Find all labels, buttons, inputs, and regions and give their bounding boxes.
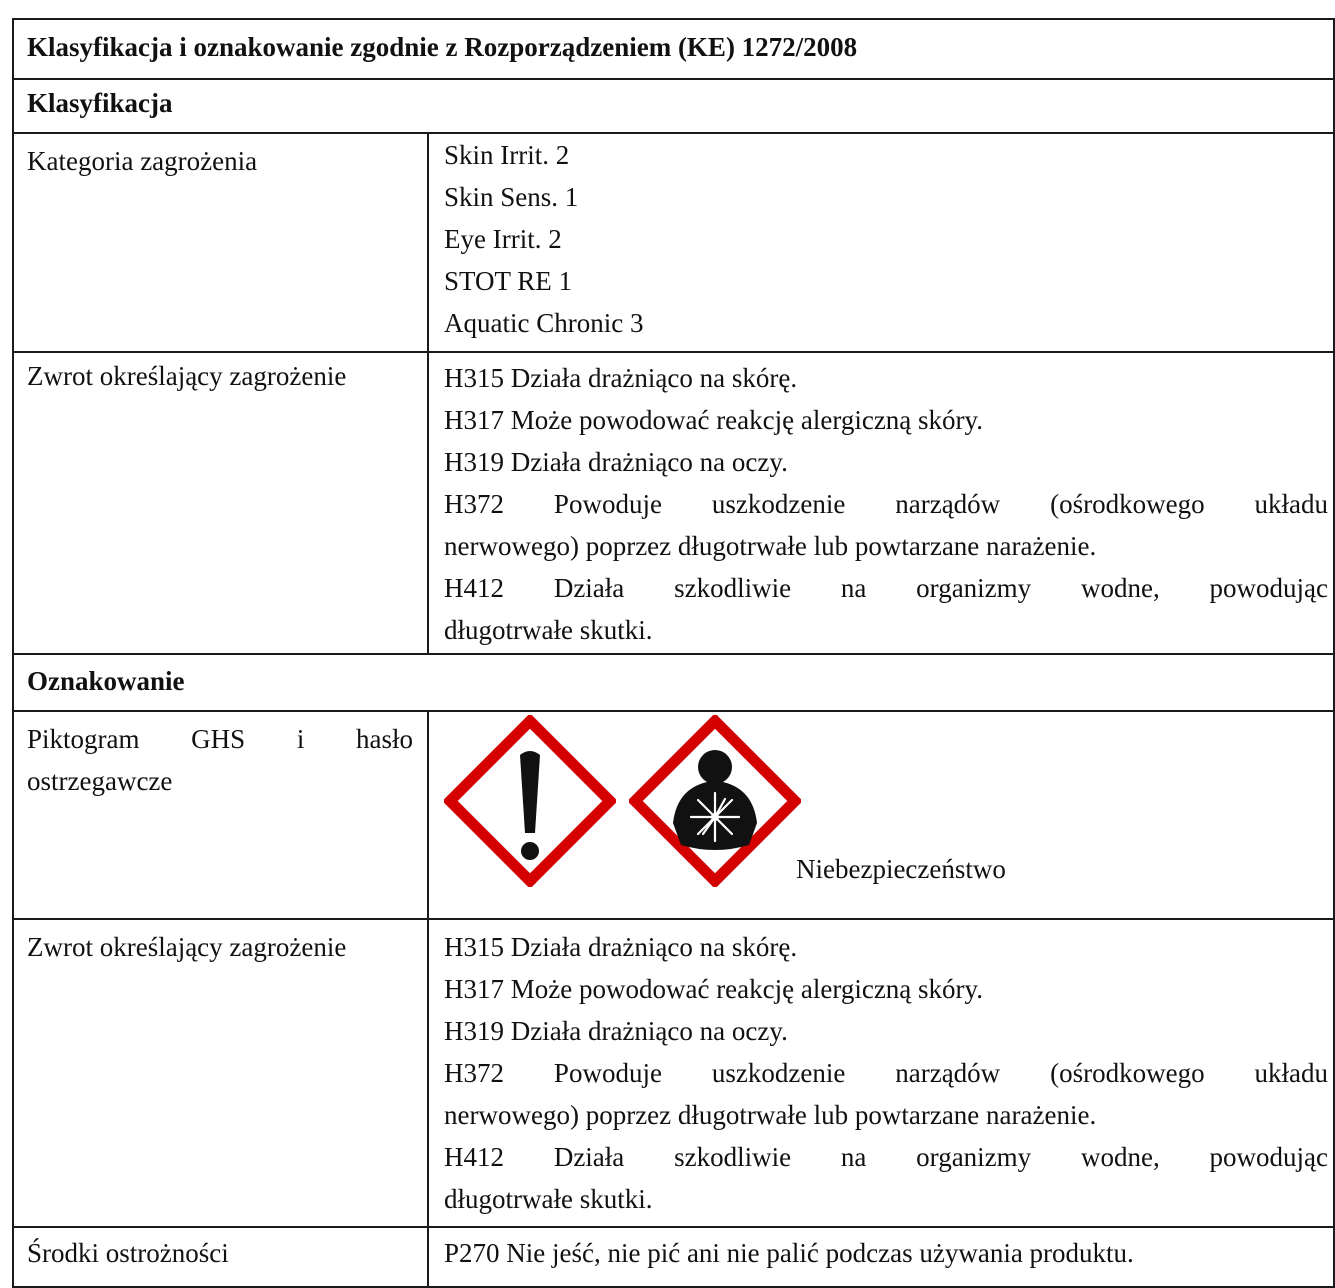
hazard-statement-continuation: nerwowego) poprzez długotrwałe lub powtarzane narażenie. bbox=[444, 1100, 1097, 1130]
hazard-statement: H372 Powoduje uszkodzenie narządów (ośrodkowego układu bbox=[444, 1058, 1328, 1088]
signal-word: Niebezpieczeństwo bbox=[796, 854, 1006, 884]
section-title-labelling: Oznakowanie bbox=[27, 666, 185, 696]
exclamation-mark-icon bbox=[444, 715, 616, 887]
hazard-statement-continuation: nerwowego) poprzez długotrwałe lub powtarzane narażenie. bbox=[444, 531, 1097, 561]
category-item: Aquatic Chronic 3 bbox=[444, 308, 644, 338]
table-title: Klasyfikacja i oznakowanie zgodnie z Rozporządzeniem (KE) 1272/2008 bbox=[27, 32, 858, 62]
category-item: Skin Irrit. 2 bbox=[444, 140, 570, 170]
hazard-statement-continuation: długotrwałe skutki. bbox=[444, 1184, 653, 1214]
hazard-statement: H317 Może powodować reakcję alergiczną skóry. bbox=[444, 974, 984, 1004]
category-item: Skin Sens. 1 bbox=[444, 182, 579, 212]
rule-after-classification bbox=[12, 132, 1335, 134]
rule-after-label-hazards bbox=[12, 1226, 1335, 1228]
pictogram-label: Piktogram GHS i hasło bbox=[27, 724, 413, 754]
rule-after-categories bbox=[12, 351, 1335, 353]
rule-after-labelling bbox=[12, 710, 1335, 712]
hazard-statement: H319 Działa drażniąco na oczy. bbox=[444, 447, 788, 477]
category-item: Eye Irrit. 2 bbox=[444, 224, 562, 254]
hazard-statement: H412 Działa szkodliwie na organizmy wodne, powodując bbox=[444, 573, 1328, 603]
pictogram-label-continuation: ostrzegawcze bbox=[27, 766, 173, 796]
hazard-statement: H315 Działa drażniąco na skórę. bbox=[444, 363, 798, 393]
hazard-statement: H317 Może powodować reakcję alergiczną skóry. bbox=[444, 405, 984, 435]
category-label: Kategoria zagrożenia bbox=[27, 146, 258, 176]
hazard-statement: H315 Działa drażniąco na skórę. bbox=[444, 932, 798, 962]
hazard-statement-label: Zwrot określający zagrożenie bbox=[27, 932, 347, 962]
rule-after-hazards bbox=[12, 653, 1335, 655]
hazard-statement-continuation: długotrwałe skutki. bbox=[444, 615, 653, 645]
hazard-statement: H319 Działa drażniąco na oczy. bbox=[444, 1016, 788, 1046]
precaution-statement: P270 Nie jeść, nie pić ani nie palić podczas używania produktu. bbox=[444, 1238, 1134, 1268]
section-title-classification: Klasyfikacja bbox=[27, 88, 173, 118]
hazard-statement: H412 Działa szkodliwie na organizmy wodne, powodując bbox=[444, 1142, 1328, 1172]
category-item: STOT RE 1 bbox=[444, 266, 573, 296]
rule-top bbox=[12, 18, 1335, 20]
rule-after-title bbox=[12, 78, 1335, 80]
rule-after-pictograms bbox=[12, 918, 1335, 920]
hazard-statement: H372 Powoduje uszkodzenie narządów (ośrodkowego układu bbox=[444, 489, 1328, 519]
column-divider-classification bbox=[427, 132, 429, 653]
hazard-statement-label: Zwrot określający zagrożenie bbox=[27, 361, 347, 391]
column-divider-labelling bbox=[427, 710, 429, 1288]
classification-table bbox=[12, 18, 1335, 1288]
health-hazard-icon bbox=[629, 715, 801, 887]
precaution-label: Środki ostrożności bbox=[27, 1238, 229, 1268]
